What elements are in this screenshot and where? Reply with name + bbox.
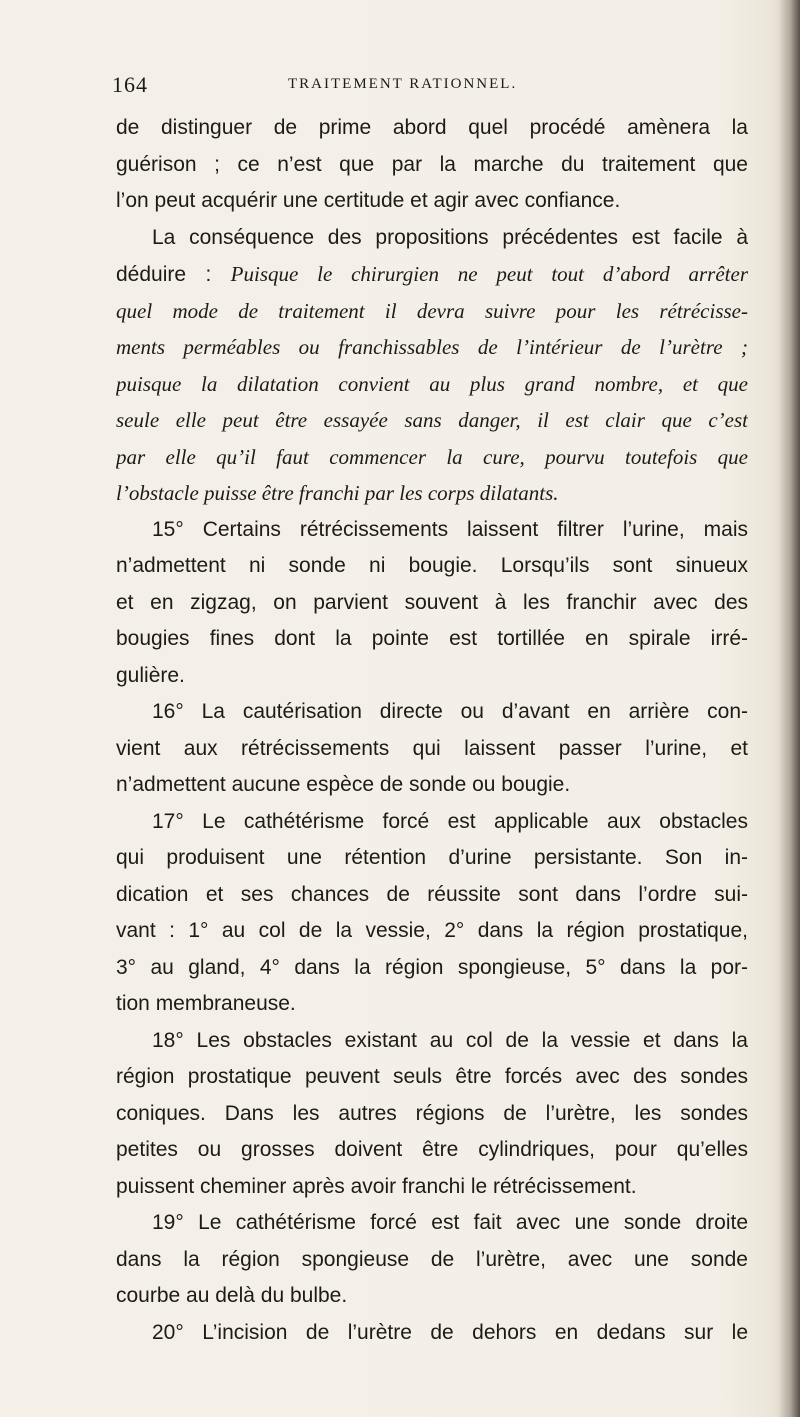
text-line: 19° Le cathétérisme forcé est fait avec une sonde droite xyxy=(152,1211,748,1234)
text-line: gulière. xyxy=(116,663,185,687)
text-line: 20° L’incision de l’urètre de dehors en dedans sur le xyxy=(152,1320,748,1344)
text-line: et en zigzag, on parvient souvent à les franchir avec des xyxy=(116,590,748,614)
text-line: bougies fines dont la pointe est tortillée en spirale irré- xyxy=(116,627,748,650)
text-line: région prostatique peuvent seuls être forcés avec des sondes xyxy=(116,1065,748,1088)
text-line: puisque la dilatation convient au plus grand nombre, et que xyxy=(116,371,748,396)
text-line xyxy=(116,256,748,293)
text-line: par elle qu’il faut commencer la cure, pourvu toutefois que xyxy=(116,444,748,469)
page-header xyxy=(112,72,752,102)
text-line: seule elle peut être essayée sans danger, il est clair que c’est xyxy=(116,408,748,432)
text-line: 15° Certains rétrécissements laissent filtrer l’urine, mais xyxy=(152,517,748,541)
text-line: de distinguer de prime abord quel procédé amènera la xyxy=(116,116,748,139)
text-line: tion membraneuse. xyxy=(116,992,296,1015)
text-line: l’obstacle puisse être franchi par les corps dilatants. xyxy=(116,481,559,505)
text-line: n’admettent ni sonde ni bougie. Lorsqu’ils sont sinueux xyxy=(116,554,748,577)
text-fragment: déduire : xyxy=(116,263,231,286)
text-line: dans la région spongieuse de l’urètre, avec une sonde xyxy=(116,1247,748,1271)
text-line: n’admettent aucune espèce de sonde ou bougie. xyxy=(116,773,571,796)
italic-fragment: Puisque le chirurgien ne peut tout d’abord arrêter xyxy=(230,262,748,286)
text-line: 3° au gland, 4° dans la région spongieuse, 5° dans la por- xyxy=(116,955,748,979)
text-line: dication et ses chances de réussite sont dans l’ordre sui- xyxy=(116,882,748,906)
page-number: 164 xyxy=(112,72,148,97)
text-line: l’on peut acquérir une certitude et agir avec confiance. xyxy=(116,189,621,212)
text-line: guérison ; ce n’est que par la marche du traitement que xyxy=(116,152,748,176)
page-edge-shadow xyxy=(778,0,800,1417)
text-line: quel mode de traitement il devra suivre pour les rétrécisse- xyxy=(116,298,748,323)
text-body xyxy=(116,110,748,1351)
text-line: ments perméables ou franchissables de l’intérieur de l’urètre ; xyxy=(116,335,748,359)
text-line: 16° La cautérisation directe ou d’avant en arrière con- xyxy=(152,700,748,723)
text-line: 18° Les obstacles existant au col de la vessie et dans la xyxy=(152,1028,748,1052)
text-line: vient aux rétrécissements qui laissent passer l’urine, et xyxy=(116,736,748,760)
text-line: 17° Le cathétérisme forcé est applicable aux obstacles xyxy=(152,809,748,833)
text-line: petites ou grosses doivent être cylindriques, pour qu’elles xyxy=(116,1138,748,1161)
text-line: coniques. Dans les autres régions de l’urètre, les sondes xyxy=(116,1101,748,1125)
text-line: La conséquence des propositions précédentes est facile à xyxy=(152,225,748,249)
text-line: vant : 1° au col de la vessie, 2° dans la région prostatique, xyxy=(116,919,748,942)
text-line: qui produisent une rétention d’urine persistante. Son in- xyxy=(116,846,748,869)
text-line: puissent cheminer après avoir franchi le rétrécissement. xyxy=(116,1174,637,1198)
text-line: courbe au delà du bulbe. xyxy=(116,1284,348,1307)
running-head: TRAITEMENT RATIONNEL. xyxy=(288,76,518,92)
